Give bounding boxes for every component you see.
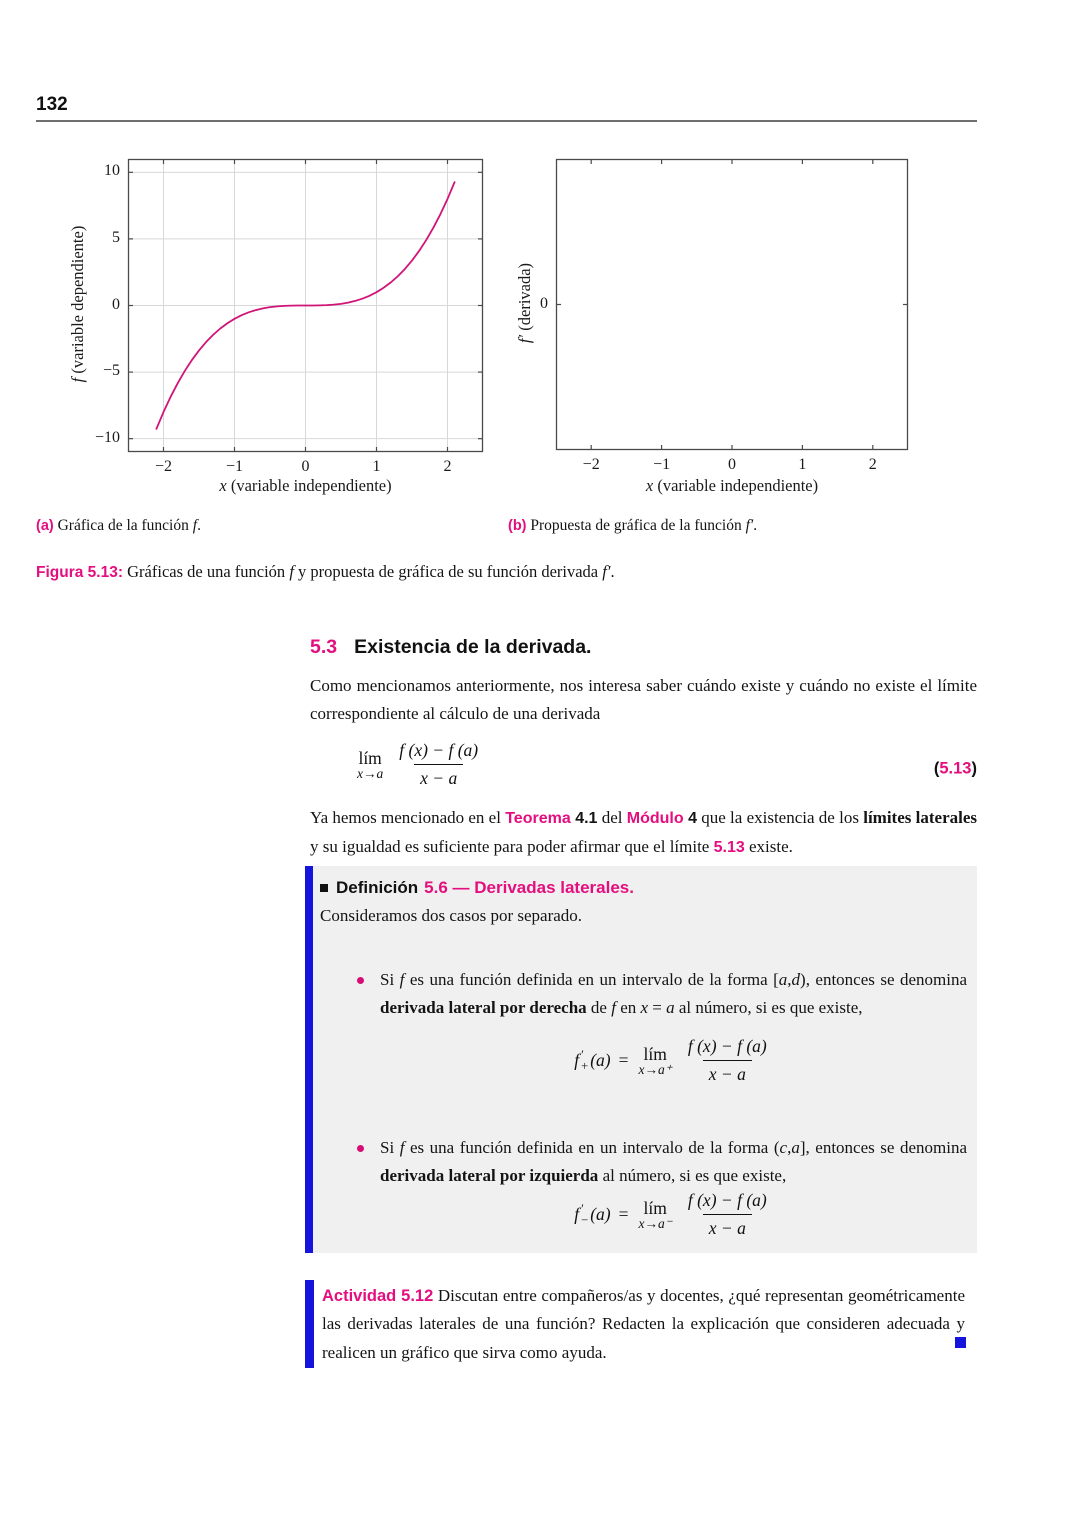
- plot-derivative-proposal: [500, 138, 930, 496]
- y-tick-label: 0: [540, 294, 548, 312]
- text-run: Si: [380, 970, 400, 989]
- text-run: f: [399, 970, 405, 989]
- y-tick-label: −5: [102, 362, 120, 380]
- argument: (a): [590, 1050, 611, 1070]
- x-tick-label: −2: [582, 456, 600, 473]
- plot-function-f: [60, 138, 490, 496]
- figure-caption-label: Figura 5.13:: [36, 564, 123, 581]
- subcaption-b-period: .: [753, 517, 758, 534]
- lim-subscript: x→a⁺: [638, 1061, 672, 1077]
- limit-operator: [638, 1044, 671, 1078]
- difference-quotient: [682, 1036, 773, 1085]
- numerator: f (x) − f (a): [687, 1036, 767, 1056]
- paragraph-intro: Como mencionamos anteriormente, nos interesa saber cuándo existe y cuándo no existe el límite correspondiente al cálculo de una derivada: [310, 676, 977, 723]
- y-tick-label: −10: [94, 428, 120, 446]
- plot-frame: [557, 160, 908, 450]
- activity-box: [305, 1280, 977, 1368]
- definition-bullet-left-text: [380, 1134, 967, 1190]
- prime: ′: [581, 1201, 584, 1216]
- left-derivative-formula: [380, 1190, 967, 1239]
- numerator: f (x) − f (a): [399, 740, 479, 760]
- plot-b-canvas: [556, 159, 908, 450]
- plot-a-ylabel-text: (variable dependiente): [68, 225, 87, 378]
- subcaption-b-label: (b): [508, 518, 527, 534]
- activity-end-square-icon: [955, 1337, 966, 1348]
- denominator: x − a: [703, 1060, 752, 1085]
- plot-a-xlabel-text: (variable independiente): [226, 476, 392, 495]
- definition-number-title: 5.6 — Derivadas laterales.: [424, 878, 634, 897]
- x-symbol: x: [219, 476, 227, 495]
- f-symbol: f: [574, 1050, 580, 1070]
- x-tick-label: −1: [653, 456, 671, 473]
- text-run: Si: [380, 1138, 400, 1157]
- text-run: a: [778, 970, 788, 989]
- x-tick-label: 1: [372, 458, 381, 475]
- x-tick-label: −1: [225, 458, 244, 475]
- text-run: f′: [602, 562, 611, 581]
- definition-bullet-right: [357, 966, 969, 1022]
- equation-5-13-row: [310, 740, 977, 798]
- text-run: c: [779, 1138, 788, 1157]
- text-run: en: [615, 998, 641, 1017]
- equals-sign: =: [618, 1204, 629, 1224]
- text-run: a: [666, 998, 675, 1017]
- text-run: límites laterales: [863, 808, 977, 827]
- lim-word: lím: [643, 1043, 667, 1064]
- equals-sign: =: [618, 1050, 629, 1070]
- denominator: x − a: [703, 1214, 752, 1239]
- plus-sign: +: [581, 1058, 589, 1073]
- section-number: 5.3: [310, 636, 338, 658]
- f-symbol: f: [574, 1204, 580, 1224]
- plot-a-xlabel: [128, 476, 483, 496]
- text-run: f: [289, 562, 294, 581]
- plot-b-xlabel-text: (variable independiente): [653, 476, 819, 495]
- lim-word: lím: [358, 747, 382, 768]
- definition-title: [320, 878, 634, 898]
- subcaption-a-period: .: [197, 517, 201, 534]
- text-run: derivada lateral por izquierda: [380, 1166, 599, 1185]
- text-run: f: [399, 1138, 405, 1157]
- text-run: =: [648, 998, 667, 1017]
- minus-sign: −: [581, 1212, 589, 1227]
- text-run: que la existencia de los: [696, 808, 864, 827]
- equation-number: [934, 760, 977, 779]
- text-run: ), entonces se denomina: [800, 970, 967, 989]
- y-tick-label: 0: [112, 295, 120, 313]
- x-tick-label: 2: [443, 458, 452, 475]
- text-run: Discutan entre compañeros/as y docentes, ¿qué representan geométricamente las derivadas laterales de una función? Redacten la explicación que consideren adecuada y realicen un gráfico que sirva como ayuda.: [322, 1286, 965, 1362]
- x-tick-label: 0: [301, 458, 310, 475]
- prime-plus-script: [581, 1047, 589, 1073]
- text-run: al número, si es que existe,: [674, 998, 863, 1017]
- text-run: .: [610, 562, 615, 581]
- text-run: Gráficas de una función: [123, 562, 290, 581]
- y-tick-label: 10: [104, 162, 120, 180]
- section-heading: [310, 636, 591, 659]
- text-run: x: [640, 998, 649, 1017]
- prime: ′: [581, 1047, 584, 1062]
- equation-number-value: 5.13: [939, 759, 972, 778]
- f-symbol: f: [68, 377, 87, 383]
- difference-quotient: [682, 1190, 773, 1239]
- subcaption-a-symbol: f: [192, 517, 198, 534]
- text-run: de: [586, 998, 612, 1017]
- paren-close: ): [971, 759, 977, 778]
- x-tick-label: 2: [868, 456, 877, 473]
- difference-quotient: [393, 740, 484, 789]
- subcaption-a-text: Gráfica de la función: [53, 517, 193, 534]
- plot-b-ylabel-text: (derivada): [515, 262, 534, 335]
- text-run: es una función definida en un intervalo de la forma [: [404, 970, 779, 989]
- text-run: a: [791, 1138, 800, 1157]
- figure-caption-text: [123, 562, 615, 581]
- subcaption-b: [508, 517, 978, 535]
- y-tick-label: 5: [112, 228, 120, 246]
- plot-a-canvas: [128, 159, 483, 452]
- definition-box: [305, 866, 977, 1253]
- text-run: f: [611, 998, 616, 1017]
- text-run: y propuesta de gráfica de su función derivada: [293, 562, 603, 581]
- text-run: es una función definida en un intervalo de la forma (: [404, 1138, 780, 1157]
- subcaption-a-label: (a): [36, 518, 54, 534]
- text-run: Ya hemos mencionado en el: [310, 808, 506, 827]
- text-run: ], entonces se denomina: [799, 1138, 967, 1157]
- right-derivative-lhs: [574, 1047, 629, 1073]
- definition-bullet-right-text: [380, 966, 967, 1022]
- x-tick-label: 0: [728, 456, 736, 473]
- text-run: ,: [787, 970, 792, 989]
- paragraph-theorem-reference: [310, 804, 977, 862]
- section-title: Existencia de la derivada.: [354, 636, 592, 658]
- plot-b-xlabel: [556, 476, 908, 496]
- paren-open: (: [933, 759, 940, 778]
- lim-subscript: x→a⁻: [638, 1215, 672, 1231]
- text-run: y su igualdad es suficiente para poder afirmar que el límite: [310, 837, 714, 856]
- denominator: x − a: [414, 764, 463, 789]
- definition-intro: Consideramos dos casos por separado.: [320, 906, 583, 925]
- text-run: 5.13: [713, 839, 745, 856]
- text-run: al número, si es que existe,: [598, 1166, 787, 1185]
- prime-minus-script: [581, 1201, 589, 1227]
- argument: (a): [590, 1204, 611, 1224]
- lim-subscript: x→a: [357, 765, 384, 781]
- f-prime-symbol: f′: [515, 334, 534, 344]
- definition-label: Definición: [336, 878, 419, 897]
- text-run: derivada lateral por derecha: [380, 998, 587, 1017]
- text-run: ,: [787, 1138, 792, 1157]
- header-rule: [36, 120, 977, 122]
- x-symbol: x: [645, 476, 654, 495]
- subcaption-a: [36, 517, 476, 535]
- subcaption-b-text: Propuesta de gráfica de la función: [526, 517, 746, 534]
- text-run: 4: [683, 810, 697, 827]
- x-tick-label: −2: [154, 458, 173, 475]
- page-number: 132: [36, 94, 68, 115]
- right-derivative-formula: [380, 1036, 967, 1085]
- limit-expression: [357, 740, 484, 789]
- definition-bullet-left: [357, 1134, 969, 1190]
- numerator: f (x) − f (a): [687, 1190, 767, 1210]
- text-run: d: [791, 970, 801, 989]
- bullet-icon: [357, 977, 364, 984]
- bullet-icon: [357, 1145, 364, 1152]
- text-run: Teorema: [505, 810, 571, 827]
- text-run: existe.: [744, 837, 793, 856]
- text-run: del: [597, 808, 627, 827]
- left-derivative-lhs: [574, 1201, 629, 1227]
- definition-square-icon: [320, 884, 328, 892]
- lim-word: lím: [643, 1197, 667, 1218]
- limit-operator: [357, 748, 383, 782]
- activity-label: Actividad 5.12: [322, 1287, 434, 1305]
- limit-operator: [638, 1198, 671, 1232]
- text-run: Módulo: [626, 810, 684, 827]
- x-tick-label: 1: [798, 456, 807, 473]
- subcaption-b-symbol: f′: [745, 517, 754, 534]
- activity-text: [322, 1282, 965, 1367]
- text-run: 4.1: [570, 810, 598, 827]
- figure-caption: [36, 559, 981, 586]
